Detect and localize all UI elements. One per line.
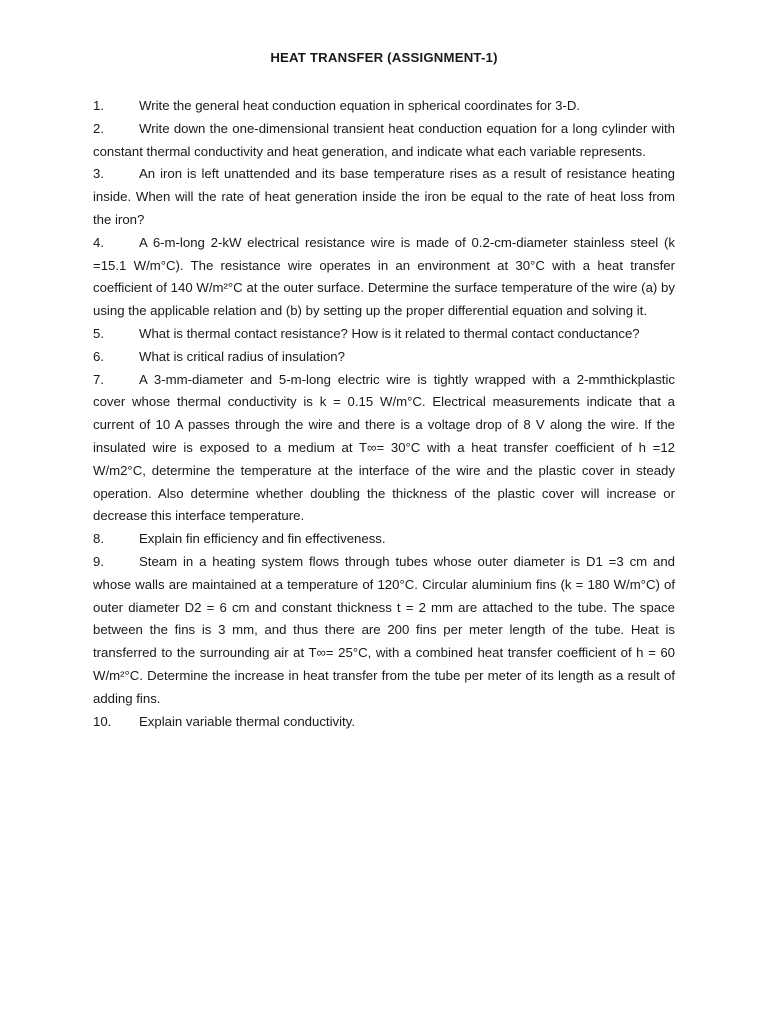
question-number: 6. xyxy=(93,348,104,364)
question-number: 10. xyxy=(93,713,112,729)
question-text: Write down the one-dimensional transient heat conduction equation for a long cylinder with constant thermal conductivity and heat generation, and indicate what each variable represents. xyxy=(93,120,675,159)
question-text: What is critical radius of insulation? xyxy=(139,348,345,364)
question-text: A 3-mm-diameter and 5-m-long electric wire is tightly wrapped with a 2-mmthickplastic cover whose thermal conductivity is k = 0.15 W/m°C. Electrical measurements indicate that a current of 10 A passes through the wire and there is a voltage drop of 8 V along the wire. If the insulated wire is exposed to a medium at T∞= 30°C with a heat transfer coefficient of h =12 W/m2°C, determine the temperature at the interface of the wire and the plastic cover in steady operation. Also determine whether doubling the thickness of the plastic cover will increase or decrease this interface temperature. xyxy=(93,371,675,524)
question-text: What is thermal contact resistance? How is it related to thermal contact conductance? xyxy=(139,325,640,341)
question-text: An iron is left unattended and its base temperature rises as a result of resistance heating inside. When will the rate of heat generation inside the iron be equal to the rate of heat loss from the iron? xyxy=(93,166,675,227)
question-2 xyxy=(93,118,675,164)
question-number: 3. xyxy=(93,166,104,182)
question-number: 1. xyxy=(93,98,104,113)
question-3 xyxy=(93,163,675,231)
question-text: Write the general heat conduction equation in spherical coordinates for 3-D. xyxy=(139,98,581,113)
question-text: Explain variable thermal conductivity. xyxy=(139,713,355,729)
question-10 xyxy=(93,711,675,734)
question-number: 9. xyxy=(93,553,104,569)
question-8 xyxy=(93,528,675,551)
question-number: 4. xyxy=(93,234,104,250)
question-9 xyxy=(93,551,675,711)
question-text: Steam in a heating system flows through tubes whose outer diameter is D1 =3 cm and whose walls are maintained at a temperature of 120°C. Circular aluminium fins (k = 180 W/m°C) of outer diameter D2 = 6 cm and constant thickness t = 2 mm are attached to the tube. The space between the fins is 3 mm, and thus there are 200 fins per meter length of the tube. Heat is transferred to the surrounding air at T∞= 25°C, with a combined heat transfer coefficient of h = 60 W/m²°C. Determine the increase in heat transfer from the tube per meter of its length as a result of adding fins. xyxy=(93,553,675,706)
question-5 xyxy=(93,323,675,346)
question-4 xyxy=(93,232,675,323)
question-text: Explain fin efficiency and fin effectiveness. xyxy=(139,531,386,547)
question-text: A 6-m-long 2-kW electrical resistance wire is made of 0.2-cm-diameter stainless steel (k =15.1 W/m°C). The resistance wire operates in an environment at 30°C with a heat transfer coefficient of 140 W/m²°C at the outer surface. Determine the surface temperature of the wire (a) by using the applicable relation and (b) by setting up the proper differential equation and solving it. xyxy=(93,234,675,319)
question-6 xyxy=(93,346,675,369)
document-title: HEAT TRANSFER (ASSIGNMENT-1) xyxy=(270,50,498,65)
question-number: 7. xyxy=(93,371,104,387)
question-number: 8. xyxy=(93,531,104,547)
question-list xyxy=(93,95,675,733)
question-number: 5. xyxy=(93,325,104,341)
question-7 xyxy=(93,369,675,529)
question-number: 2. xyxy=(93,120,104,136)
question-1 xyxy=(93,95,675,118)
